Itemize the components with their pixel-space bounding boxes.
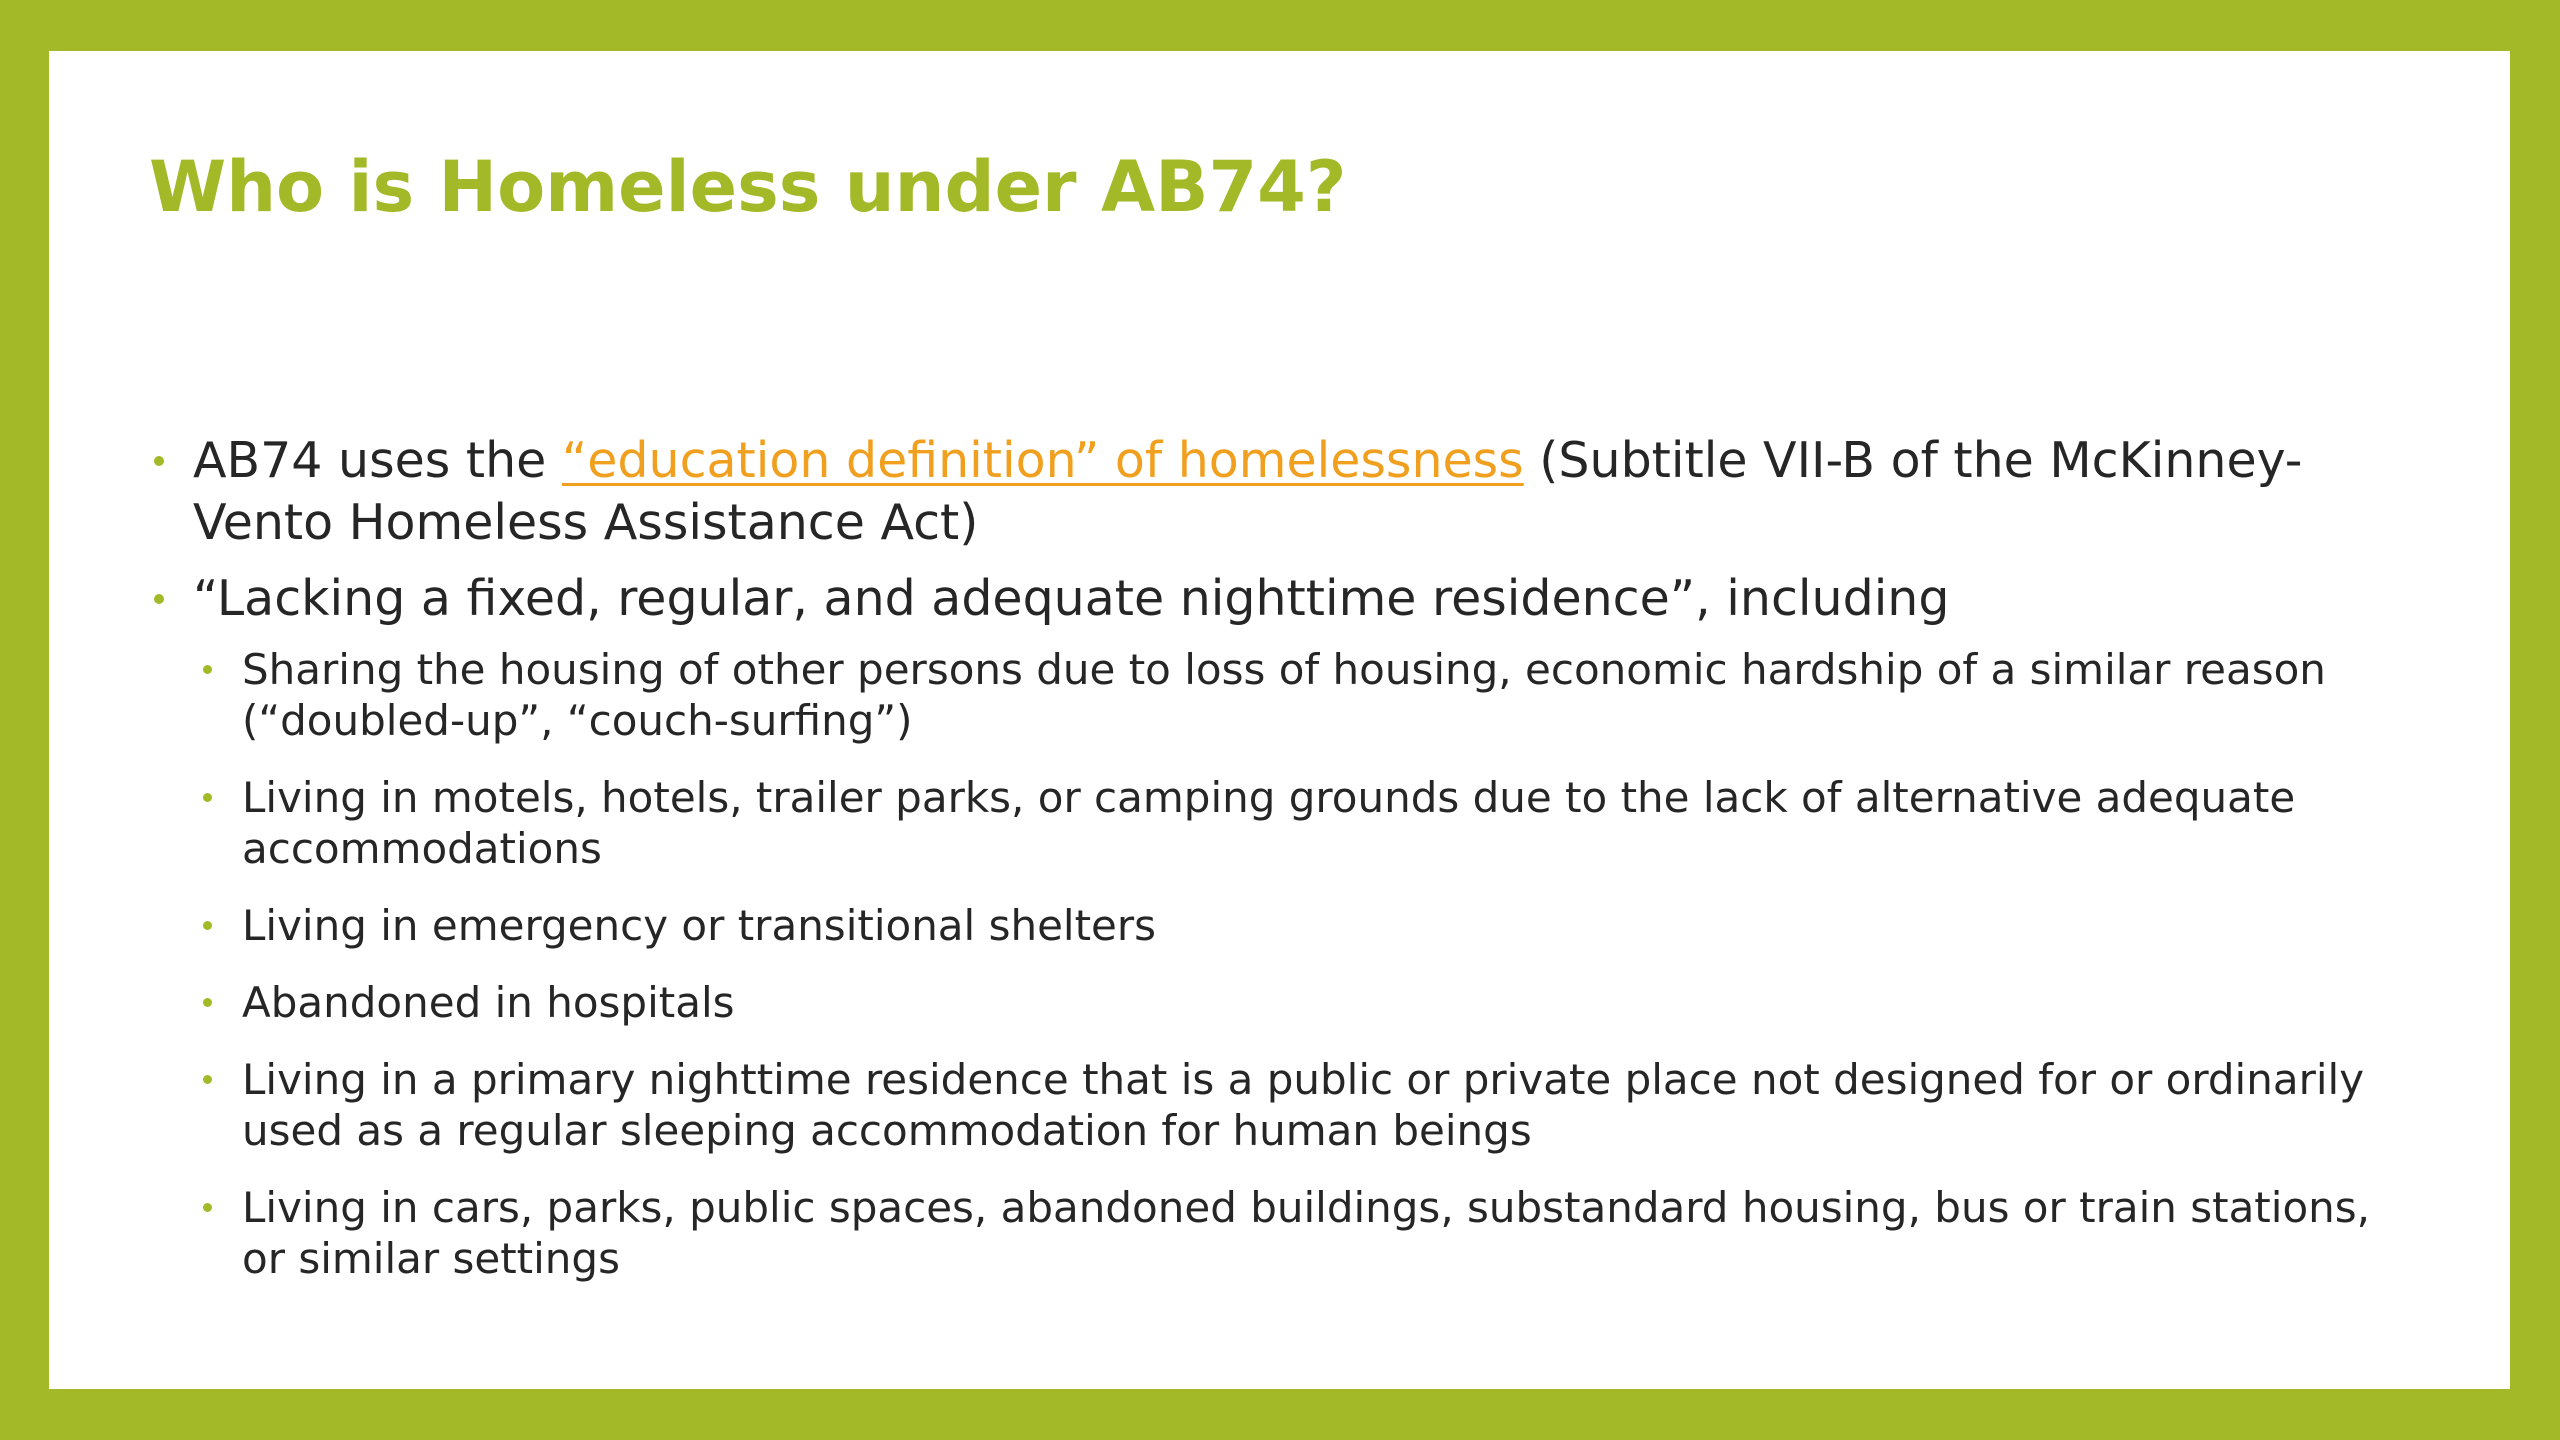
bullet-dot-icon [203,793,212,802]
sub-bullet-motels [149,772,2399,874]
education-definition-link[interactable]: “education definition” of homelessness [561,432,1524,489]
bullet-dot-icon [154,456,164,466]
sub-bullet-text: Living in a primary nighttime residence that is a public or private place not designed for or ordinarily used as a regular sleeping accommodation for human beings [242,1055,2365,1155]
sub-bullet-hospitals [149,977,2399,1028]
bullet-lacking-residence [149,568,2399,630]
sub-bullet-text: Living in emergency or transitional shelters [242,901,1157,950]
slide-title: Who is Homeless under AB74? [149,146,1347,228]
bullet-dot-icon [203,998,212,1007]
bullet-definition [149,430,2399,554]
sub-bullet-text: Abandoned in hospitals [242,978,735,1027]
bullet-lacking-residence-text: “Lacking a fixed, regular, and adequate nighttime residence”, including [193,570,1950,627]
bullet-dot-icon [154,594,164,604]
sub-bullet-shelters [149,900,2399,951]
sub-bullet-cars-parks [149,1182,2399,1284]
bullet-definition-suffix: (Subtitle VII-B of the McKinney-Vento Homeless Assistance Act) [193,432,2303,551]
bullet-definition-prefix: AB74 uses the [193,432,562,489]
sub-bullet-text: Living in cars, parks, public spaces, abandoned buildings, substandard housing, bus or train stations, or similar settings [242,1183,2370,1283]
sub-bullet-text: Sharing the housing of other persons due to loss of housing, economic hardship of a similar reason (“doubled-up”, “couch-surfing”) [242,645,2326,745]
bullet-dot-icon [203,665,212,674]
bullet-list [149,430,2399,1284]
bullet-dot-icon [203,1075,212,1084]
sub-bullet-nighttime-residence [149,1054,2399,1156]
sub-bullet-text: Living in motels, hotels, trailer parks, or camping grounds due to the lack of alternative adequate accommodations [242,773,2296,873]
sub-bullet-sharing-housing [149,644,2399,746]
bullet-dot-icon [203,1203,212,1212]
bullet-dot-icon [203,921,212,930]
